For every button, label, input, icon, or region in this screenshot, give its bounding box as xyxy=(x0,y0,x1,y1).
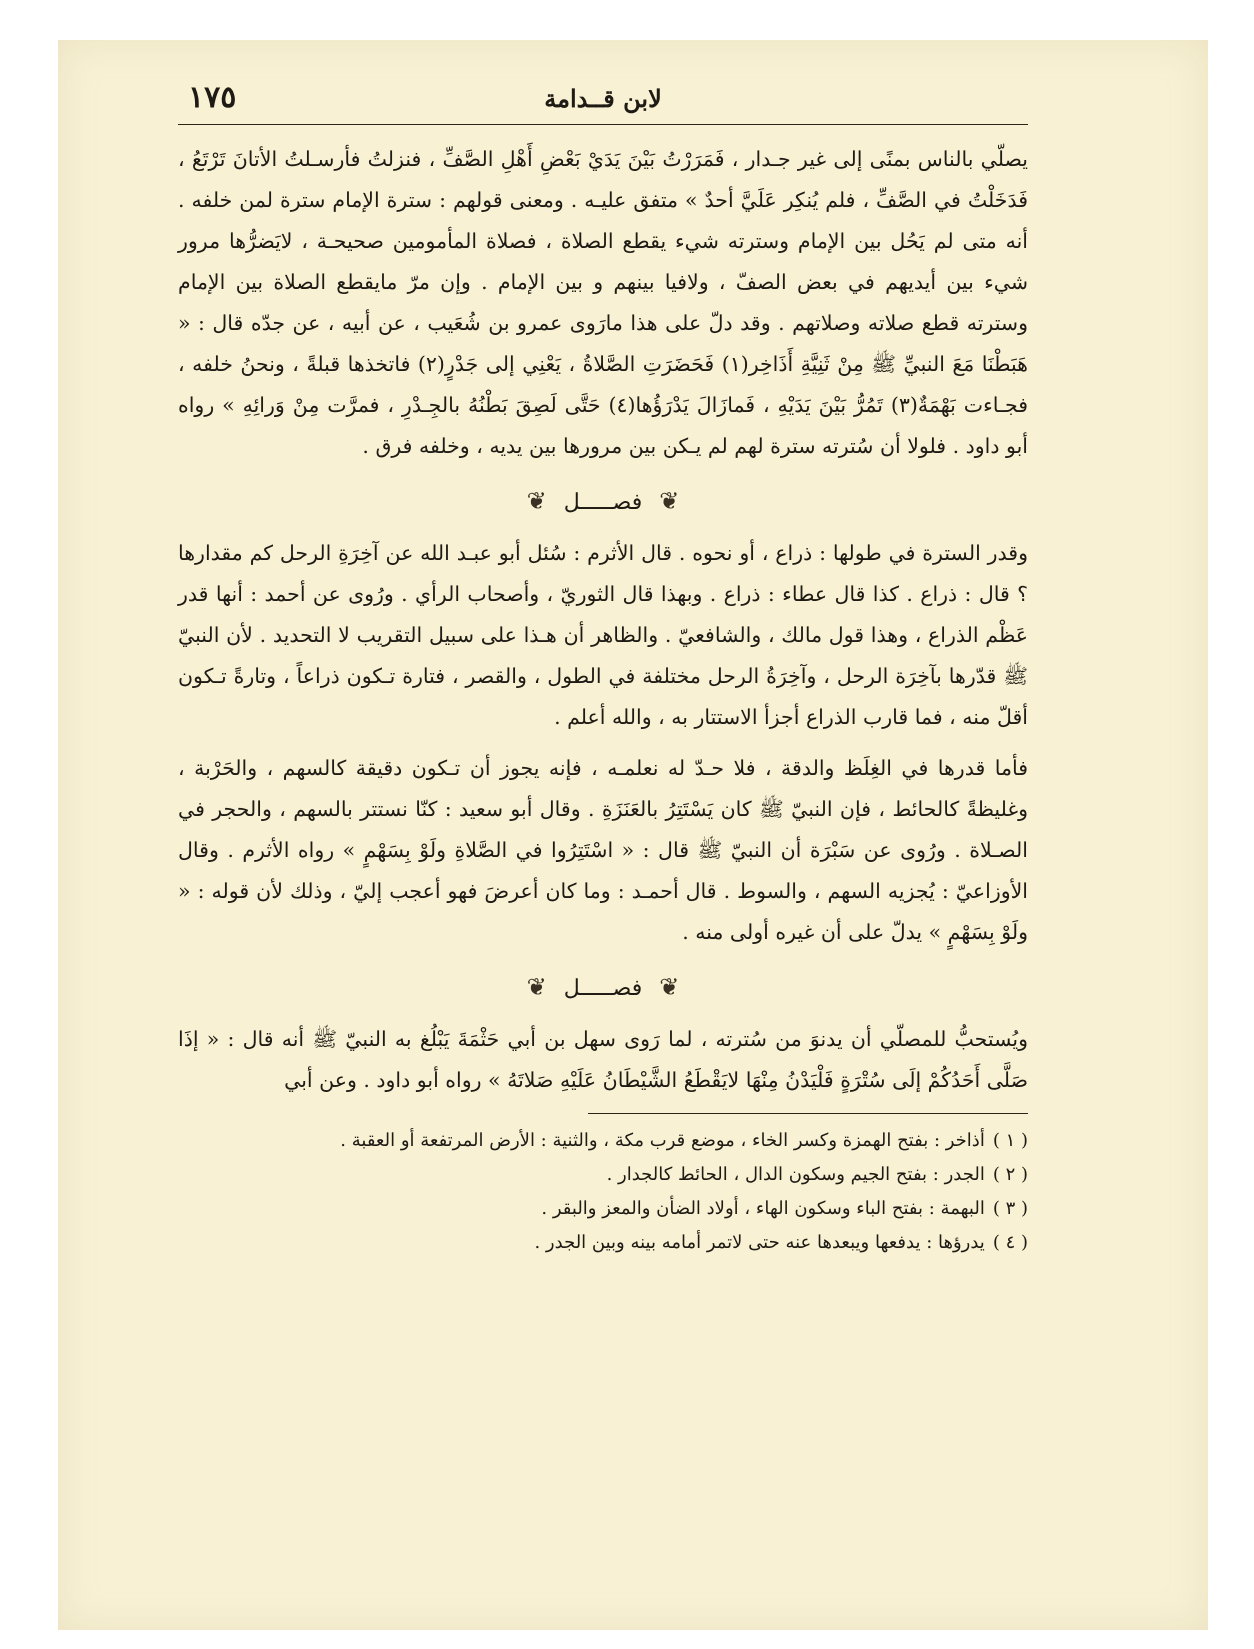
section-heading-label: فصـــــل xyxy=(563,976,643,1001)
section-heading-1 xyxy=(178,481,1028,523)
ornament-icon: ❦ xyxy=(526,487,547,515)
footnote-number: ( ٣ ) xyxy=(992,1198,1028,1219)
footnote-text: الجدر : بفتح الجيم وسكون الدال ، الحائط كالجدار . xyxy=(606,1164,985,1185)
footnote xyxy=(178,1192,1028,1226)
footnote-divider xyxy=(588,1113,1028,1114)
footnote xyxy=(178,1158,1028,1192)
footnote-text: أذاخر : بفتح الهمزة وكسر الخاء ، موضع قرب مكة ، والثنية : الأرض المرتفعة أو العقبة . xyxy=(340,1130,985,1151)
page-sheet xyxy=(58,40,1208,1630)
footnote xyxy=(178,1124,1028,1158)
section-heading-label: فصـــــل xyxy=(563,490,643,515)
footnote-text: البهمة : بفتح الباء وسكون الهاء ، أولاد الضأن والمعز والبقر . xyxy=(541,1198,985,1219)
running-title: لابن قــدامة xyxy=(544,84,662,113)
footnote-number: ( ٤ ) xyxy=(992,1232,1028,1253)
page-number: ١٧٥ xyxy=(188,80,237,115)
page-header xyxy=(178,80,1028,125)
footnotes xyxy=(178,1124,1028,1260)
footnote xyxy=(178,1226,1028,1260)
ornament-icon: ❦ xyxy=(526,973,547,1001)
footnote-number: ( ٢ ) xyxy=(992,1164,1028,1185)
paragraph-4: ويُستحبُّ للمصلّي أن يدنوَ من سُترته ، لما رَوى سهل بن أبي حَثْمَةَ يَبْلُغ به النبيّ ﷺ أنه قال : « إذَا صَلَّى أَحَدُكُمْ إلَى سُتْرَةٍ فَلْيَدْنُ مِنْهَا لايَقْطَعُ الشَّيْطَانُ عَلَيْهِ صَلاتَهُ » رواه أبو داود . وعن أبي xyxy=(178,1027,1028,1092)
footnote-text: يدرؤها : يدفعها ويبعدها عنه حتى لاتمر أمامه بينه وبين الجدر . xyxy=(534,1232,985,1253)
ornament-icon: ❦ xyxy=(659,973,680,1001)
footnote-number: ( ١ ) xyxy=(992,1130,1028,1151)
ornament-icon: ❦ xyxy=(659,487,680,515)
paragraph-2: وقدر السترة في طولها : ذراع ، أو نحوه . قال الأثرم : سُئل أبو عبـد الله عن آخِرَةِ الرحل كم مقدارها ؟ قال : ذراع . كذا قال عطاء : ذراع . وبهذا قال الثوريّ ، وأصحاب الرأي . ورُوى عن أحمد : أنها قدر عَظْم الذراع ، وهذا قول مالك ، والشافعيّ . والظاهر أن هـذا على سبيل التقريب لا التحديد . لأن النبيّ ﷺ قدّرها بآخِرَة الرحل ، وآخِرَةُ الرحل مختلفة في الطول ، والقصر ، فتارة تـكون ذراعاً ، وتارةً تـكون أقلّ منه ، فما قارب الذراع أجزأ الاستتار به ، والله أعلم . xyxy=(178,541,1028,729)
section-heading-2 xyxy=(178,967,1028,1009)
page-content xyxy=(178,80,1028,1260)
paragraph-3: فأما قدرها في الغِلَظ والدقة ، فلا حـدّ له نعلمـه ، فإنه يجوز أن تـكون دقيقة كالسهم ، والحَرْبة ، وغليظةً كالحائط ، فإن النبيّ ﷺ كان يَسْتَتِرُ بالعَنَزَةِ . وقال أبو سعيد : كنّا نستتر بالسهم ، والحجر في الصـلاة . ورُوى عن سَبْرَة أن النبيّ ﷺ قال : « اسْتَتِرُوا في الصَّلاةِ ولَوْ بِسَهْمٍ » رواه الأثرم . وقال الأوزاعيّ : يُجزيه السهم ، والسوط . قال أحمـد : وما كان أعرضَ فهو أعجب إليّ ، وذلك لأن قوله : « ولَوْ بِسَهْمٍ » يدلّ على أن غيره أولى منه . xyxy=(178,756,1028,944)
paragraph-1: يصلّي بالناس بمنًى إلى غير جـدار ، فَمَرَرْتُ بَيْنَ يَدَيْ بَعْضِ أَهْلِ الصَّفِّ ، فنزلتُ فأرسـلتُ الأتانَ تَرْتَعُ ، فَدَخَلْتُ في الصَّفِّ ، فلم يُنكِر عَلَيَّ أحدٌ » متفق عليـه . ومعنى قولهم : سترة الإمام سترة لمن خلفه . أنه متى لم يَحُل بين الإمام وسترته شيء يقطع الصلاة ، فصلاة المأمومين صحيحـة ، لايَضرُّها مرور شيء بين أيديهم في بعض الصفّ ، ولافيا بينهم و بين الإمام . وإن مرّ مايقطع الصلاة بين الإمام وسترته قطع صلاته وصلاتهم . وقد دلّ على هذا مارَوى عمرو بن شُعَيب ، عن أبيه ، عن جدّه قال : « هَبَطْنَا مَعَ النبيِّ ﷺ مِنْ ثَنِيَّةِ أَذَاخِر(١) فَحَضَرَتِ الصَّلاةُ ، يَعْنِي إلى جَدْرٍ(٢) فاتخذها قبلةً ، ونحنُ خلفه ، فجـاءت بَهْمَةٌ(٣) تَمُرُّ بَيْنَ يَدَيْهِ ، فَمازَالَ يَدْرَؤُها(٤) حَتَّى لَصِقَ بَطْنُهُ بالجِـدْرِ ، فمرَّت مِنْ وَرائِهِ » رواه أبو داود . فلولا أن سُترته سترة لهم لم يـكن بين مرورها بين يديه ، وخلفه فرق . xyxy=(178,147,1028,458)
